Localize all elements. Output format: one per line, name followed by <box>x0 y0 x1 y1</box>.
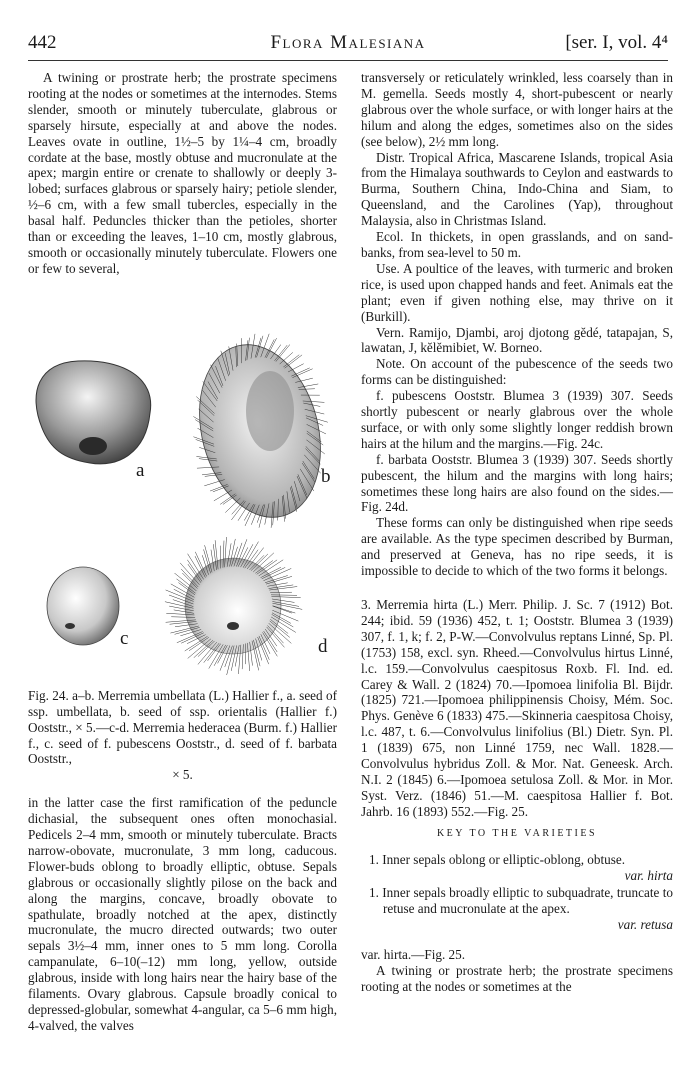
note-paragraph: Note. On account of the pubescence of the seeds two forms can be distinguished: <box>361 356 673 388</box>
left-column <box>28 70 337 1034</box>
running-header <box>28 30 668 61</box>
distribution-paragraph: Distr. Tropical Africa, Mascarene Islands, tropical Asia from the Himalaya southwards to Ceylon and eastwards to Burma, Southern China, Indo-China and Siam, to Queensland, and the Carolines (Yap), throughout Malaysia, also in Christmas Island. <box>361 149 673 229</box>
seed-hair <box>214 490 232 501</box>
seed-b <box>181 331 337 531</box>
key-item-var: var. hirta <box>624 867 673 883</box>
spacer <box>28 783 337 795</box>
series-volume: [ser. I, vol. 4⁴ <box>565 32 668 53</box>
figure-label-d: d <box>318 635 328 657</box>
spacer <box>361 935 673 947</box>
seed-a <box>36 361 151 464</box>
ecology-paragraph: Ecol. In thickets, in open grasslands, and on sand-banks, from sea-level to 50 m. <box>361 229 673 260</box>
right-column <box>361 70 673 995</box>
seed-hair <box>231 501 245 520</box>
running-title: Flora Malesiana <box>270 32 426 53</box>
forms-paragraph: These forms can only be distinguished when ripe seeds are available. As the type specimen described by Burman, and preserved at Geneva, has no ripe seeds, it is impossible to decide to which of the two forms it belongs. <box>361 515 673 579</box>
seed-illustrations <box>28 281 337 686</box>
seed-hair <box>285 355 302 368</box>
key-item-var: var. retusa <box>617 917 673 933</box>
caption-magnification: × 5. <box>172 767 193 783</box>
page-number: 442 <box>28 32 57 53</box>
seed-c <box>47 567 119 645</box>
description-paragraph: A twining or prostrate herb; the prostrate specimens rooting at the nodes or sometimes at the internodes. Stems slender, smooth or minutely tuberculate, glabrous or sparsely hirsute, especially at and above the nodes. Leaves ovate in outline, 1½–5 by 1¼–4 cm, broadly cordate at the base, mostly obtuse and mucronulate at the apex; margin entire or crenate to shallowly or deeply 3-lobed; surfaces glabrous or sparsely hairy; petiole slender, ½–6 cm, with a few small tubercles, especially in the basal half. Peduncles thicker than the petioles, shorter than or exceeding the leaves, 1–10 cm, mostly glabrous, smooth or occasionally minutely tuberculate. Flowers one or few to several, <box>28 70 337 276</box>
species-entry: 3. Merremia hirta (L.) Merr. Philip. J. Sc. 7 (1912) Bot. 244; ibid. 59 (1936) 452, t. 1; Ooststr. Blumea 3 (1939) 307, f. 1, k; f. 2, P-W.—Convolvulus reptans Linné, Sp. Pl. (1753) 158, excl. syn. Rheed.—Convolvulus hirtus Linné, l.c. 159.—Convolvulus caespitosus Roxb. Fl. Ind. ed. Carey & Wall. 2 (1824) 70.—Ipomoea linifolia Bl. Bijdr. (1825) 721.—Ipomoea philippinensis Choisy, Mém. Soc. Phys. Genève 6 (1833) 475.—Skinneria caespitosa Choisy, l.c. 487, t. 6.—Convolvulus linifolius (Bl.) Dietr. Syn. Pl. 1 (1839) 675, non Linné 1759, nec Wall. 1828.—Convolvulus hybridus Zoll. & Mor. Nat. Geneesk. Arch. N.I. 2 (1845) 6.—Ipomoea setulosa Zoll. & Mor. in Mor. Syst. Verz. (1846) 51.—M. caespitosa Hallier f. Bot. Jahrb. 16 (1893) 552.—Fig. 25. <box>361 597 673 819</box>
variety-description: A twining or prostrate herb; the prostrate specimens rooting at the nodes or sometimes at the <box>361 963 673 994</box>
key-item-text: 1. Inner sepals broadly elliptic to subquadrate, truncate to retuse and mucronulate at the apex. <box>369 885 673 917</box>
capsule-continued: transversely or reticulately wrinkled, less coarsely than in M. gemella. Seeds mostly 4, short-pubescent or nearly glabrous over the whole surface, or with longer hairs at the hilum and along the edges, sometimes also on the sides (see below), 2½ mm long. <box>361 70 673 149</box>
seed-hair <box>225 498 240 513</box>
seed-d <box>165 537 302 675</box>
vernacular-paragraph: Vern. Ramijo, Djambi, aroj djotong gĕdé, tatapajan, S, lawatan, J, kĕlĕmibiet, W. Borneo. <box>361 324 673 356</box>
key-item-1 <box>361 852 673 884</box>
use-paragraph: Use. A poultice of the leaves, with turmeric and broken rice, is used upon chapped hands and feet. Animals eat the plant; even if given nothing else, may thrive on it (Burkill). <box>361 260 673 324</box>
form-pubescens: f. pubescens Ooststr. Blumea 3 (1939) 307. Seeds shortly pubescent or nearly glabrous over the whole surface, or with only some slightly longer reddish brown hairs at the hilum and the margins.—Fig. 24c. <box>361 388 673 451</box>
figure-caption <box>28 688 337 783</box>
caption-text: Fig. 24. a–b. Merremia umbellata (L.) Hallier f., a. seed of ssp. umbellata, b. seed of ssp. orientalis (Hallier f.) Ooststr., × 5.—c-d. Merremia hederacea (Burm. f.) Hallier f., c. seed of f. pubescens Ooststr., d. seed of f. barbata Ooststr., <box>28 687 337 767</box>
key-heading: KEY TO THE VARIETIES <box>436 827 598 839</box>
key-item-2 <box>361 885 673 933</box>
figure-label-c: c <box>120 627 129 649</box>
figure-label-a: a <box>136 459 145 481</box>
figure-24 <box>28 281 337 686</box>
description-continued: in the latter case the first ramification of the peduncle dichasial, the subsequent ones often monochasial. Pedicels 2–4 mm, smooth or minutely tuberculate. Bracts narrow-obovate, mucronulate, 3 mm long, caducous. Flower-buds oblong to broadly elliptic, obtuse. Sepals glabrous or occasionally slightly pilose on the back and along the margins, concave, broadly obovate to spathulate, broadly notched at the apex, distinctly mucronulate, the mucro directed outwards; two outer sepals 3½–4 mm, inner ones to 5 mm long. Corolla campanulate, 6–10(–12) mm long, yellow, outside glabrous, inside with long hairs near the hairy base of the filaments. Ovary glabrous. Capsule broadly conical to depressed-globular, somewhat 4-angular, ca 5–6 mm high, 4-valved, the valves <box>28 795 337 1033</box>
key-item-text: 1. Inner sepals oblong or elliptic-oblong, obtuse. <box>369 851 626 867</box>
form-barbata: f. barbata Ooststr. Blumea 3 (1939) 307. Seeds shortly pubescent, the hilum and the margins with long hairs; sometimes these long hairs are also found on the sides.—Fig. 24d. <box>361 451 673 515</box>
figure-label-b: b <box>321 465 331 487</box>
variety-heading: var. hirta.—Fig. 25. <box>361 947 466 963</box>
seed-hair <box>276 344 290 361</box>
spacer <box>361 579 673 597</box>
seed-hair <box>283 355 299 367</box>
